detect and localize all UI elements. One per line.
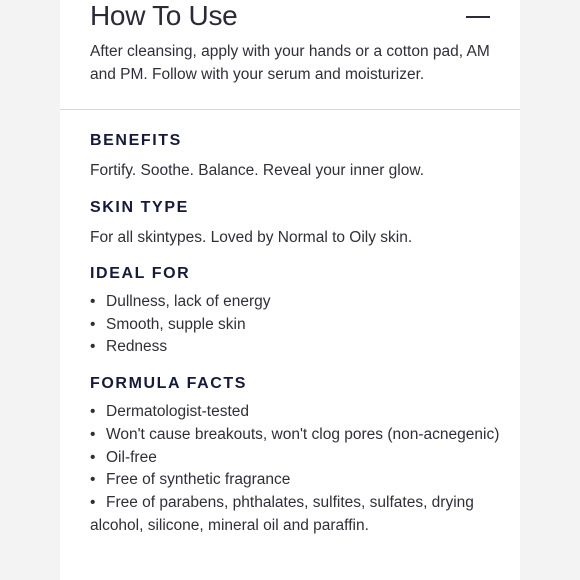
list-item-text: Dullness, lack of energy: [106, 293, 271, 310]
list-item: [90, 424, 500, 447]
bullet-icon: •: [90, 403, 96, 421]
ideal-for-list: [90, 291, 500, 359]
bullet-icon: •: [90, 338, 96, 356]
bullet-icon: •: [90, 293, 96, 310]
bullet-icon: •: [90, 471, 96, 489]
bullet-icon: •: [90, 448, 96, 466]
benefits-text: Fortify. Soothe. Balance. Reveal your inner glow.: [90, 162, 424, 179]
list-item: [90, 314, 500, 337]
benefits-heading: BENEFITS: [90, 132, 182, 149]
how-to-use-title: How To Use: [90, 0, 238, 31]
list-item-text: Free of parabens, phthalates, sulfites, sulfates, drying alcohol, silicone, mineral oil and paraffin.: [90, 493, 474, 534]
list-item-text: Free of synthetic fragrance: [106, 471, 291, 489]
skin-type-heading: SKIN TYPE: [90, 198, 189, 216]
skin-type-text: For all skintypes. Loved by Normal to Oily skin.: [90, 228, 413, 246]
list-item-text: Won't cause breakouts, won't clog pores (non-acnegenic): [106, 425, 500, 443]
bullet-icon: •: [90, 315, 96, 333]
list-item-text: Oil-free: [106, 448, 157, 466]
minus-icon[interactable]: [463, 2, 493, 30]
section-divider: [60, 109, 520, 110]
list-item: [90, 336, 500, 359]
list-item-text: Redness: [106, 338, 168, 356]
list-item: [90, 447, 500, 470]
ideal-for-heading: IDEAL FOR: [90, 265, 191, 282]
list-item-text: Smooth, supple skin: [106, 315, 246, 333]
list-item: [90, 469, 500, 492]
skin-type-section: [90, 198, 500, 250]
list-item-text: Dermatologist-tested: [106, 403, 250, 421]
list-item: [90, 291, 500, 314]
formula-facts-section: [90, 374, 500, 537]
bullet-icon: •: [90, 425, 96, 443]
bullet-icon: •: [90, 493, 96, 511]
how-to-use-instructions: After cleansing, apply with your hands or a cotton pad, AM and PM. Follow with your serum and moisturizer.: [90, 43, 490, 83]
formula-facts-heading: FORMULA FACTS: [90, 375, 248, 393]
list-item: [90, 492, 500, 537]
minus-icon-bar: [466, 16, 490, 18]
ideal-for-section: [90, 264, 500, 359]
list-item: [90, 401, 500, 424]
how-to-use-accordion-header[interactable]: [90, 0, 490, 34]
benefits-section: [90, 131, 500, 183]
product-details-panel: [60, 0, 520, 580]
product-details: [90, 131, 500, 552]
formula-facts-list: [90, 401, 500, 537]
